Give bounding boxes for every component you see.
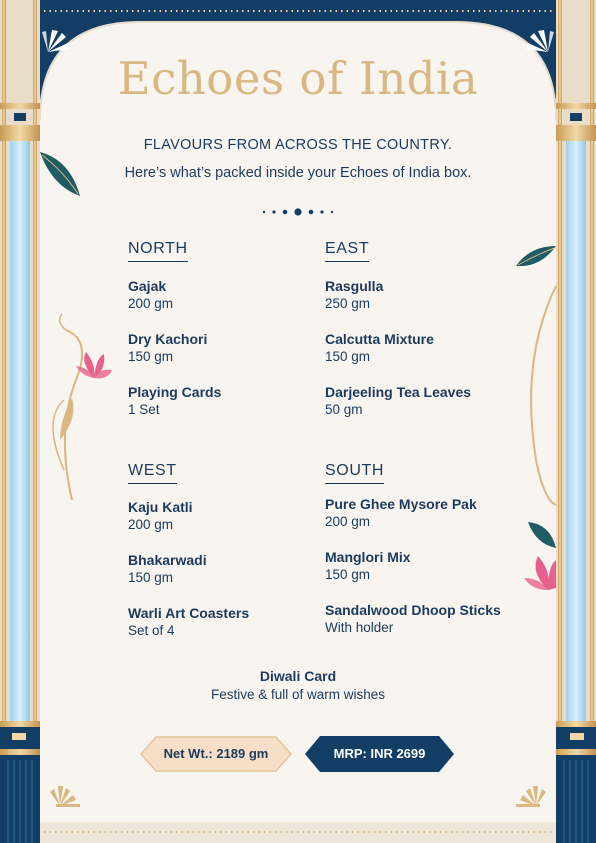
region-heading-south: SOUTH xyxy=(325,462,384,484)
item-name: Calcutta Mixture xyxy=(325,331,434,347)
item-quantity: With holder xyxy=(325,620,394,635)
net-weight-badge: Net Wt.: 2189 gm xyxy=(163,746,269,761)
item-quantity: 200 gm xyxy=(325,514,371,529)
item-name: Rasgulla xyxy=(325,278,384,294)
diwali-card-name: Diwali Card xyxy=(259,668,337,684)
item-name: Warli Art Coasters xyxy=(128,605,250,621)
item-name: Gajak xyxy=(128,278,167,294)
item-quantity: 1 Set xyxy=(128,402,160,417)
brand-title: Echoes of India xyxy=(117,52,479,105)
mrp-badge: MRP: INR 2699 xyxy=(333,746,426,761)
item-name: Dry Kachori xyxy=(128,331,208,347)
item-name: Darjeeling Tea Leaves xyxy=(325,384,472,400)
item-quantity: 200 gm xyxy=(128,296,174,311)
item-quantity: 150 gm xyxy=(325,567,371,582)
diwali-card-description: Festive & full of warm wishes xyxy=(210,687,386,702)
item-name: Manglori Mix xyxy=(325,549,411,565)
item-name: Pure Ghee Mysore Pak xyxy=(325,496,477,512)
item-name: Bhakarwadi xyxy=(128,552,207,568)
item-name: Sandalwood Dhoop Sticks xyxy=(325,602,501,618)
region-heading-west: WEST xyxy=(128,462,177,484)
region-heading-north: NORTH xyxy=(128,240,188,262)
item-name: Playing Cards xyxy=(128,384,222,400)
region-heading-east: EAST xyxy=(325,240,369,262)
item-name: Kaju Katli xyxy=(128,499,193,515)
item-quantity: 150 gm xyxy=(325,349,371,364)
item-quantity: 150 gm xyxy=(128,570,174,585)
item-quantity: 50 gm xyxy=(325,402,363,417)
tagline-heading: FLAVOURS FROM ACROSS THE COUNTRY. xyxy=(143,137,453,153)
tagline-subtitle: Here’s what’s packed inside your Echoes of India box. xyxy=(124,165,472,181)
item-quantity: 150 gm xyxy=(128,349,174,364)
item-quantity: Set of 4 xyxy=(128,623,175,638)
item-quantity: 200 gm xyxy=(128,517,174,532)
item-quantity: 250 gm xyxy=(325,296,371,311)
